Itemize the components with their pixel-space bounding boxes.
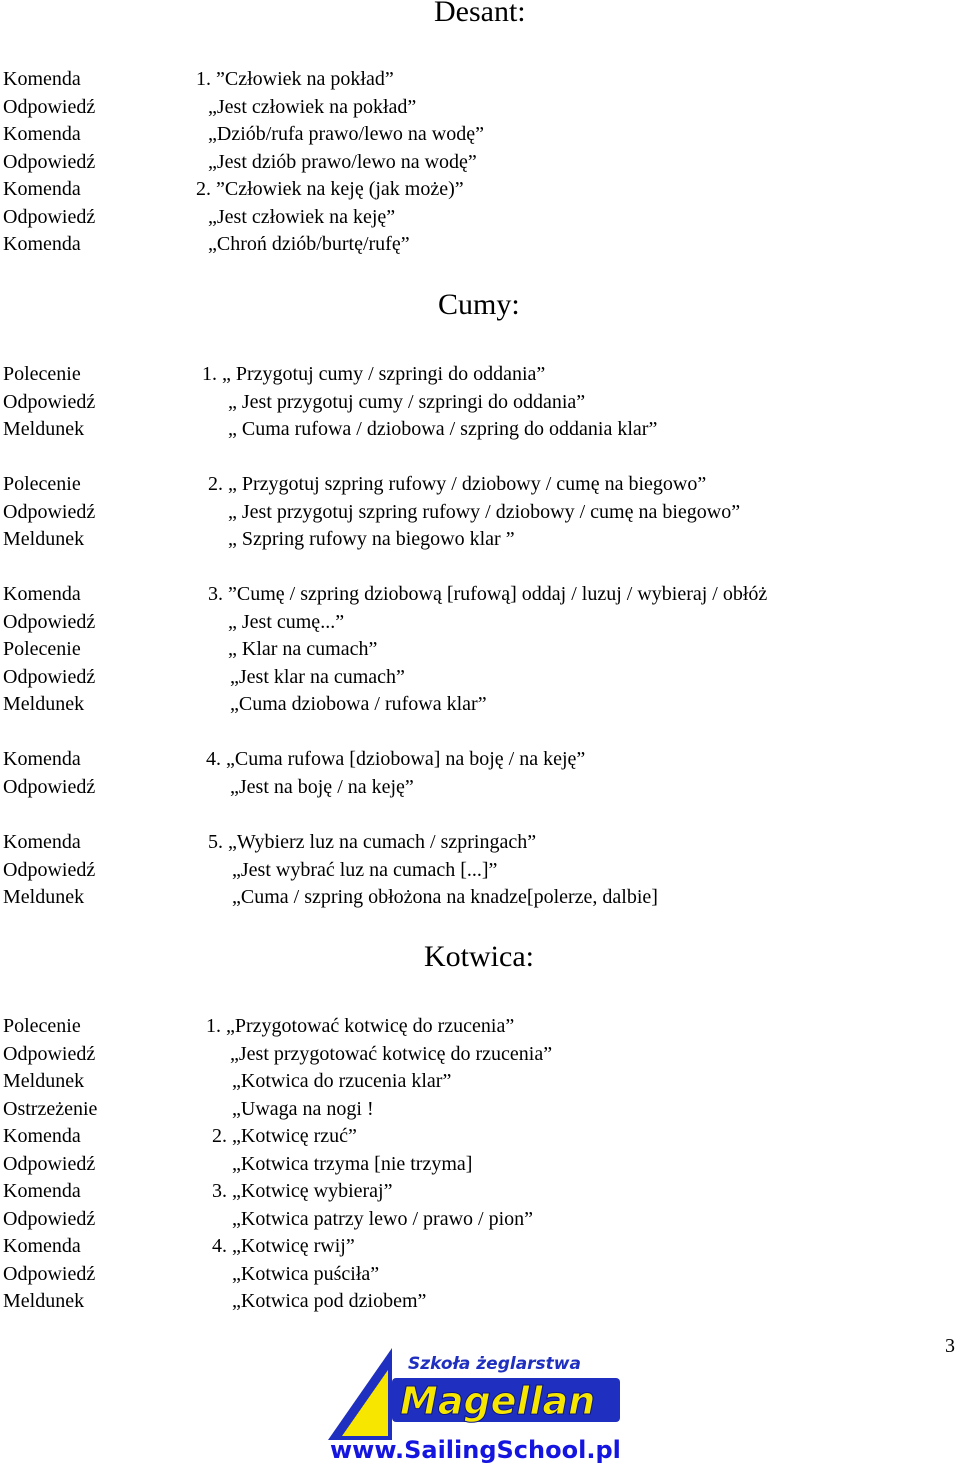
role-label: Meldunek — [3, 1290, 85, 1312]
role-label: Meldunek — [3, 886, 85, 908]
command-text: „Jest na boję / na keję” — [230, 776, 414, 798]
role-label: Odpowiedź — [3, 776, 96, 798]
command-row — [0, 1041, 960, 1068]
command-row — [0, 691, 960, 718]
command-row — [0, 636, 960, 663]
role-label: Odpowiedź — [3, 151, 96, 173]
command-text: „ Klar na cumach” — [228, 638, 378, 660]
role-label: Polecenie — [3, 473, 81, 495]
command-text: 2. „Kotwicę rzuć” — [212, 1125, 357, 1147]
command-row — [0, 149, 960, 176]
command-row — [0, 526, 960, 553]
role-label: Komenda — [3, 583, 81, 605]
section-title-kotwica: Kotwica: — [424, 940, 534, 973]
command-text: 3. „Kotwicę wybieraj” — [212, 1180, 393, 1202]
role-label: Meldunek — [3, 1070, 85, 1092]
role-label: Odpowiedź — [3, 859, 96, 881]
command-text: „Uwaga na nogi ! — [232, 1098, 374, 1120]
role-label: Odpowiedź — [3, 501, 96, 523]
command-text: „Jest człowiek na keję” — [208, 206, 396, 228]
command-row — [0, 884, 960, 911]
command-row — [0, 121, 960, 148]
role-label: Odpowiedź — [3, 1263, 96, 1285]
role-label: Odpowiedź — [3, 391, 96, 413]
command-text: „ Jest cumę...” — [228, 611, 345, 633]
command-text: 1. ”Człowiek na pokład” — [196, 68, 394, 90]
command-row — [0, 471, 960, 498]
page-number: 3 — [945, 1335, 955, 1357]
role-label: Odpowiedź — [3, 96, 96, 118]
command-row — [0, 1068, 960, 1095]
role-label: Polecenie — [3, 363, 81, 385]
role-label: Ostrzeżenie — [3, 1098, 98, 1120]
command-row — [0, 499, 960, 526]
command-row — [0, 1151, 960, 1178]
role-label: Odpowiedź — [3, 611, 96, 633]
role-label: Polecenie — [3, 1015, 81, 1037]
command-text: 3. ”Cumę / szpring dziobową [rufową] oddaj / luzuj / wybieraj / obłóż — [208, 583, 768, 605]
command-text: „ Cuma rufowa / dziobowa / szpring do oddania klar” — [228, 418, 658, 440]
section-title-desant: Desant: — [434, 0, 526, 28]
role-label: Odpowiedź — [3, 1153, 96, 1175]
command-row — [0, 1123, 960, 1150]
command-row — [0, 416, 960, 443]
role-label: Meldunek — [3, 693, 85, 715]
command-text: 4. „Cuma rufowa [dziobowa] na boję / na keję” — [206, 748, 586, 770]
command-row — [0, 857, 960, 884]
command-row — [0, 94, 960, 121]
command-text: „Kotwica puściła” — [232, 1263, 380, 1285]
command-text: „Dziób/rufa prawo/lewo na wodę” — [208, 123, 484, 145]
command-text: „Cuma / szpring obłożona na knadze[polerze, dalbie] — [232, 886, 658, 908]
command-text: „Jest człowiek na pokład” — [208, 96, 417, 118]
role-label: Komenda — [3, 1125, 81, 1147]
role-label: Komenda — [3, 831, 81, 853]
role-label: Komenda — [3, 68, 81, 90]
role-label: Odpowiedź — [3, 1208, 96, 1230]
command-row — [0, 664, 960, 691]
command-text: 4. „Kotwicę rwij” — [212, 1235, 355, 1257]
command-row — [0, 609, 960, 636]
command-text: „ Szpring rufowy na biegowo klar ” — [228, 528, 515, 550]
role-label: Komenda — [3, 123, 81, 145]
role-label: Komenda — [3, 178, 81, 200]
role-label: Meldunek — [3, 418, 85, 440]
role-label: Komenda — [3, 748, 81, 770]
role-label: Odpowiedź — [3, 206, 96, 228]
command-text: „Kotwica patrzy lewo / prawo / pion” — [232, 1208, 534, 1230]
logo-name: Magellan — [400, 1379, 596, 1423]
role-label: Komenda — [3, 233, 81, 255]
command-row — [0, 176, 960, 203]
command-row — [0, 231, 960, 258]
command-text: 5. „Wybierz luz na cumach / szpringach” — [208, 831, 537, 853]
command-row — [0, 1288, 960, 1315]
website-link[interactable]: www.SailingSchool.pl — [330, 1436, 621, 1464]
command-text: „ Jest przygotuj szpring rufowy / dziobowy / cumę na biegowo” — [228, 501, 741, 523]
command-text: „Jest dziób prawo/lewo na wodę” — [208, 151, 477, 173]
command-row — [0, 829, 960, 856]
command-text: „Cuma dziobowa / rufowa klar” — [230, 693, 487, 715]
command-row — [0, 1206, 960, 1233]
command-row — [0, 1261, 960, 1288]
role-label: Odpowiedź — [3, 666, 96, 688]
command-row — [0, 66, 960, 93]
command-row — [0, 361, 960, 388]
role-label: Komenda — [3, 1235, 81, 1257]
command-row — [0, 774, 960, 801]
logo-tagline: Szkoła żeglarstwa — [408, 1354, 581, 1374]
role-label: Polecenie — [3, 638, 81, 660]
command-row — [0, 581, 960, 608]
command-text: „ Jest przygotuj cumy / szpringi do oddania” — [228, 391, 586, 413]
command-row — [0, 1013, 960, 1040]
command-text: 1. „ Przygotuj cumy / szpringi do oddania” — [202, 363, 546, 385]
command-text: „Jest wybrać luz na cumach [...]” — [232, 859, 498, 881]
role-label: Komenda — [3, 1180, 81, 1202]
command-text: „Kotwica pod dziobem” — [232, 1290, 427, 1312]
command-text: „Jest przygotować kotwicę do rzucenia” — [230, 1043, 553, 1065]
command-row — [0, 1233, 960, 1260]
command-text: 1. „Przygotować kotwicę do rzucenia” — [206, 1015, 515, 1037]
command-text: „Jest klar na cumach” — [230, 666, 405, 688]
section-title-cumy: Cumy: — [438, 288, 520, 321]
command-row — [0, 389, 960, 416]
command-text: 2. ”Człowiek na keję (jak może)” — [196, 178, 464, 200]
role-label: Meldunek — [3, 528, 85, 550]
role-label: Odpowiedź — [3, 1043, 96, 1065]
command-row — [0, 1096, 960, 1123]
command-text: 2. „ Przygotuj szpring rufowy / dziobowy / cumę na biegowo” — [208, 473, 707, 495]
command-row — [0, 204, 960, 231]
command-text: „Chroń dziób/burtę/rufę” — [208, 233, 410, 255]
command-text: „Kotwica trzyma [nie trzyma] — [232, 1153, 473, 1175]
command-row — [0, 1178, 960, 1205]
command-text: „Kotwica do rzucenia klar” — [232, 1070, 452, 1092]
command-row — [0, 746, 960, 773]
